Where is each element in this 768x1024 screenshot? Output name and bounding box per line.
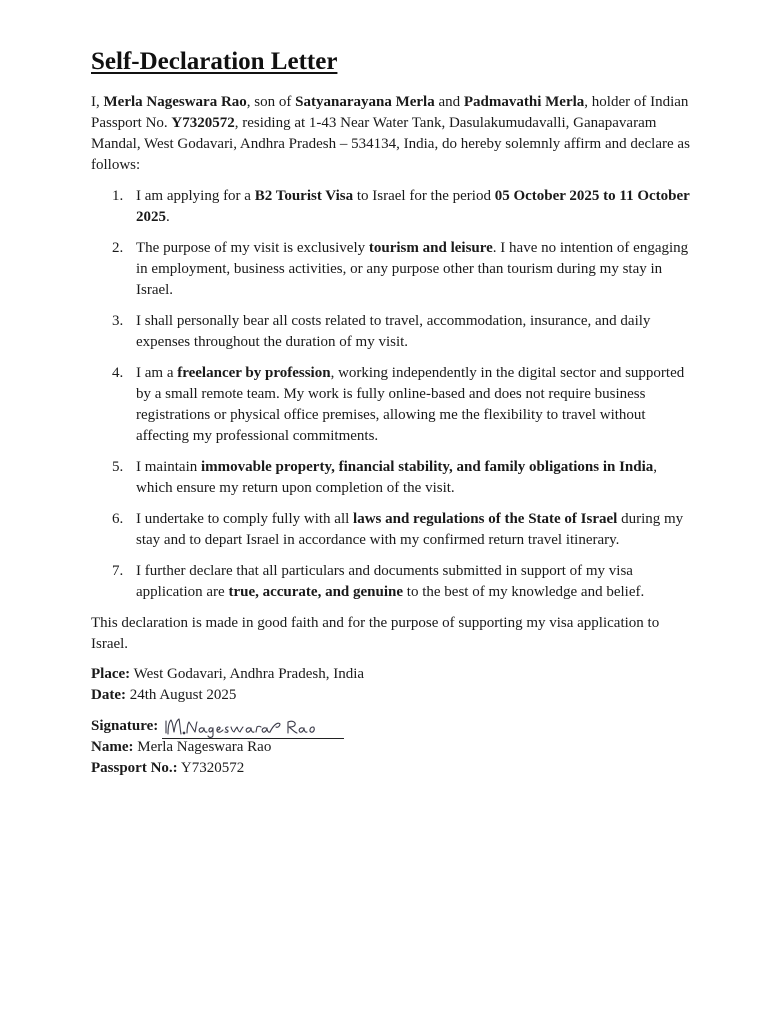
date-label: Date: [91,687,126,703]
date-line [91,685,691,706]
item-text: I further declare that all particulars and documents submitted in support of my visa application are [136,563,633,600]
intro-text: I, [91,94,104,110]
name-line [91,737,691,758]
item-text: , working independently in the digital sector and supported by a small remote team. My work is fully online-based and does not require business registrations or physical office premises, allowing me the flexibility to travel without affecting my professional commitments. [136,365,685,444]
intro-text: , holder of Indian Passport No. [91,94,689,131]
item-bold-text: 05 October 2025 to 11 October 2025 [136,188,690,225]
signature-block [91,715,691,779]
place-label: Place: [91,666,131,682]
passport-line [91,758,691,779]
item-text: . I have no intention of engaging in employment, business activities, or any purpose other than tourism during my stay in Israel. [136,240,689,298]
item-text: , which ensure my return upon completion of the visit. [136,459,658,496]
item-text: The purpose of my visit is exclusively [136,240,369,256]
place-date-block [91,664,691,706]
item-text: I am applying for a [136,188,255,204]
item-text: I am a [136,365,178,381]
declaration-item [91,186,691,228]
name-value: Merla Nageswara Rao [133,739,272,755]
mother-name: Padmavathi Merla [463,94,585,110]
item-number: 3. [112,313,124,329]
name-label: Name: [91,739,134,755]
item-number: 6. [112,511,124,527]
item-number: 1. [112,188,124,204]
signature-scribble [162,714,344,738]
passport-label: Passport No.: [91,760,178,776]
item-text: I shall personally bear all costs related to travel, accommodation, insurance, and daily expenses throughout the duration of my visit. [136,313,651,350]
intro-text: , residing at 1-43 Near Water Tank, Dasulakumudavalli, Ganapavaram Mandal, West Godavari, Andhra Pradesh – 534134, India, do hereby solemnly affirm and declare as follows: [91,115,690,173]
intro-text: and [434,94,464,110]
item-bold-text: laws and regulations of the State of Israel [353,511,618,527]
signature-line [91,715,691,737]
item-text: I undertake to comply fully with all [136,511,354,527]
item-number: 2. [112,240,124,256]
declaration-item [91,238,691,301]
closing-paragraph: This declaration is made in good faith and for the purpose of supporting my visa application to Israel. [91,615,660,652]
handwritten-signature [162,714,344,739]
item-number: 5. [112,459,124,475]
item-text: to Israel for the period [353,188,495,204]
item-text: I maintain [136,459,201,475]
declaration-list [91,186,691,603]
passport-value: Y7320572 [177,760,245,776]
intro-text: , son of [246,94,296,110]
item-text: to the best of my knowledge and belief. [403,584,645,600]
declaration-item [91,509,691,551]
item-bold-text: freelancer by profession [177,365,331,381]
item-bold-text: true, accurate, and genuine [228,584,404,600]
intro-paragraph [91,92,691,176]
declaration-item [91,311,691,353]
place-value: West Godavari, Andhra Pradesh, India [130,666,365,682]
father-name: Satyanarayana Merla [295,94,435,110]
place-line [91,664,691,685]
item-text: during my stay and to depart Israel in accordance with my confirmed return travel itinerary. [136,511,684,548]
letter-title: Self-Declaration Letter [91,48,338,75]
date-value: 24th August 2025 [125,687,237,703]
item-bold-text: immovable property, financial stability, and family obligations in India [200,459,654,475]
item-number: 4. [112,365,124,381]
signature-label: Signature: [91,718,159,734]
item-bold-text: B2 Tourist Visa [254,188,354,204]
declaration-letter [91,46,691,779]
item-number: 7. [112,563,124,579]
passport-number: Y7320572 [171,115,235,131]
declaration-item [91,457,691,499]
item-bold-text: tourism and leisure [368,240,493,256]
item-text: . [166,209,170,225]
declarant-name: Merla Nageswara Rao [103,94,247,110]
declaration-item [91,363,691,447]
declaration-item [91,561,691,603]
